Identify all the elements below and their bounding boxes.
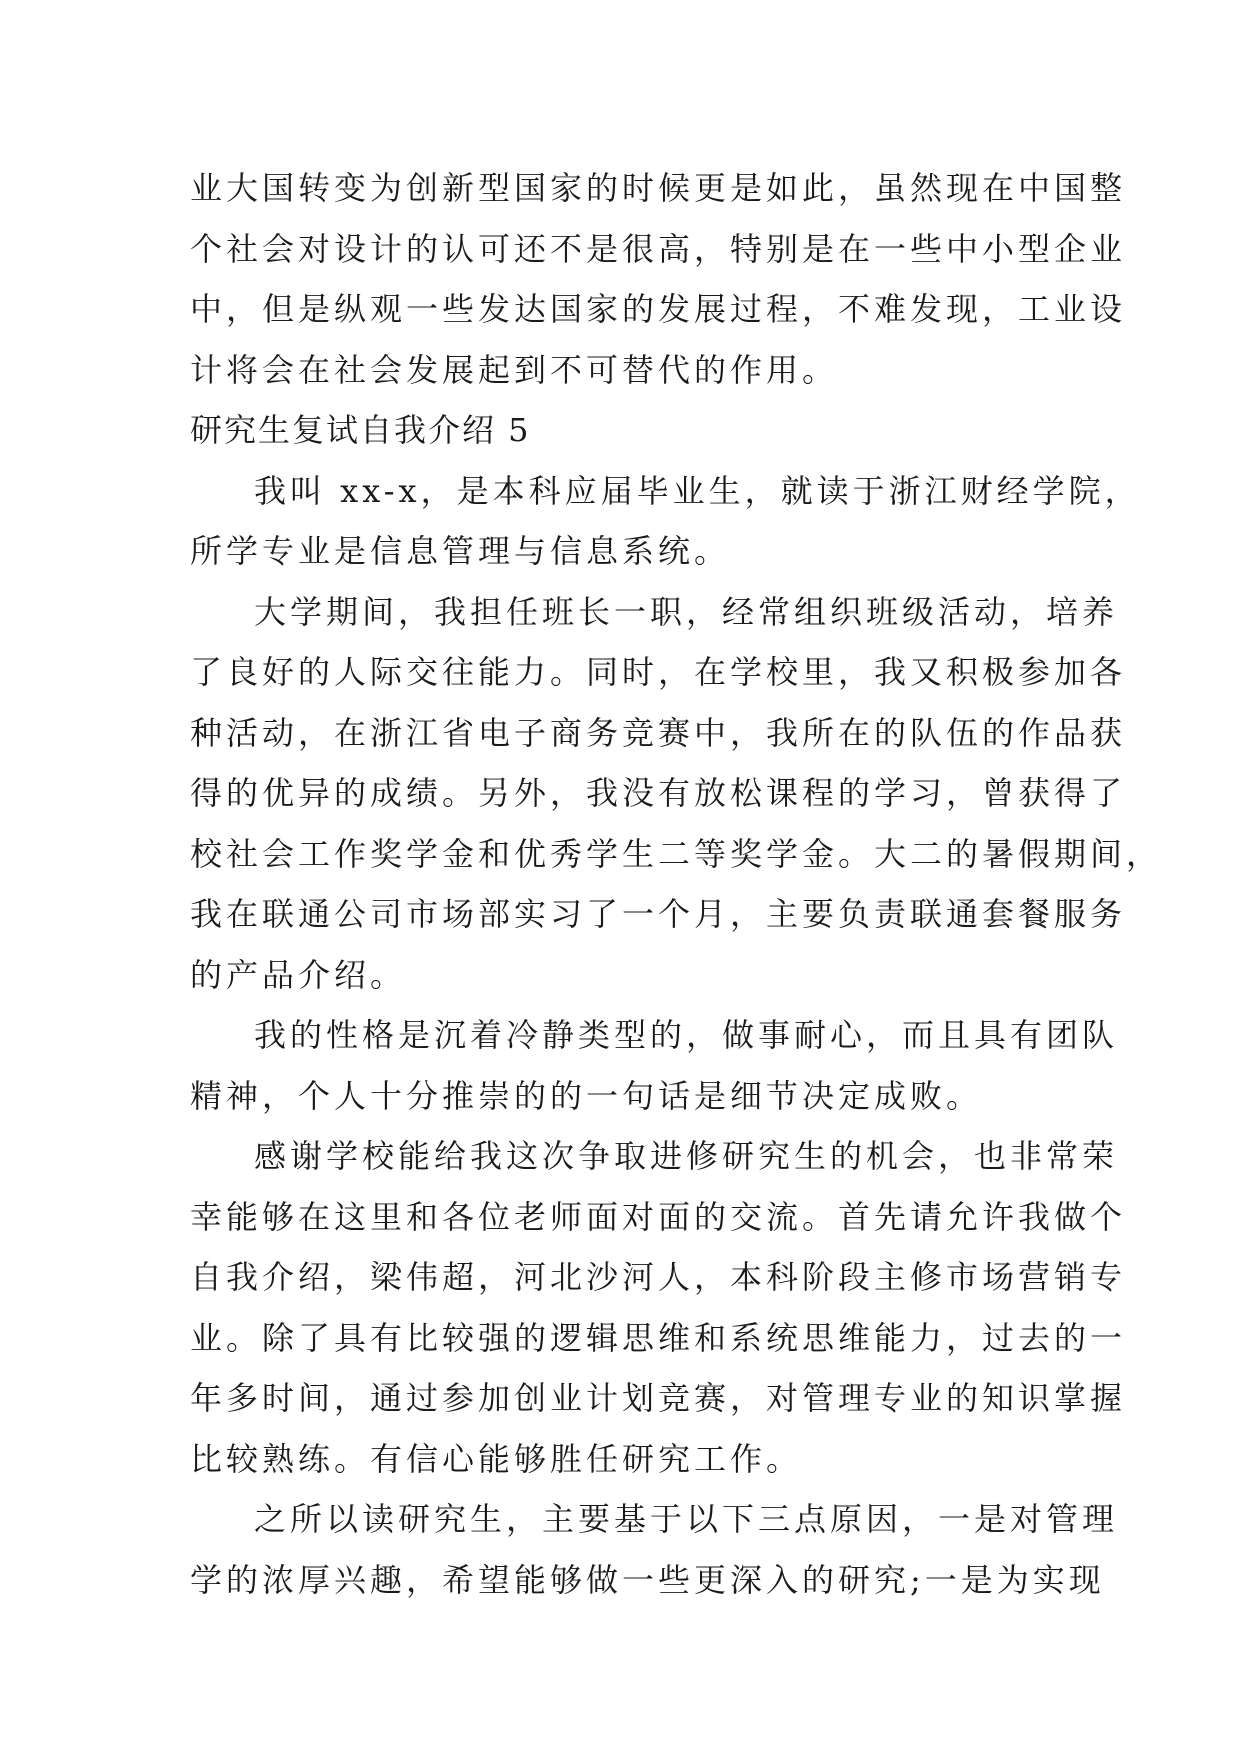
text-line: 之所以读研究生，主要基于以下三点原因，一是对管理: [254, 1500, 1119, 1538]
text-line: 业大国转变为创新型国家的时候更是如此，虽然现在中国整: [190, 169, 1127, 207]
text-line: 种活动，在浙江省电子商务竞赛中，我所在的队伍的作品获: [190, 713, 1127, 752]
text-line: 个社会对设计的认可还不是很高，特别是在一些中小型企业: [190, 229, 1127, 268]
text-line: 学的浓厚兴趣，希望能够做一些更深入的研究;一是为实现: [190, 1560, 1105, 1599]
text-line: 自我介绍，梁伟超，河北沙河人，本科阶段主修市场营销专: [190, 1258, 1127, 1296]
text-line: 得的优异的成绩。另外，我没有放松课程的学习，曾获得了: [190, 774, 1127, 812]
text-line: 我在联通公司市场部实习了一个月，主要负责联通套餐服务: [190, 895, 1127, 933]
text-line: 计将会在社会发展起到不可替代的作用。: [190, 350, 839, 389]
text-line: 中，但是纵观一些发达国家的发展过程，不难发现，工业设: [190, 290, 1127, 328]
text-line: 精神，个人十分推崇的的一句话是细节决定成败。: [190, 1076, 983, 1115]
text-line: 了良好的人际交往能力。同时，在学校里，我又积极参加各: [190, 653, 1127, 691]
text-line: 我的性格是沉着冷静类型的，做事耐心，而且具有团队: [254, 1016, 1119, 1054]
text-line: 校社会工作奖学金和优秀学生二等奖学金。大二的暑假期间，: [190, 834, 1163, 873]
text-line: 感谢学校能给我这次争取进修研究生的机会，也非常荣: [254, 1137, 1119, 1175]
text-line: 大学期间，我担任班长一职，经常组织班级活动，培养: [254, 592, 1119, 631]
text-line: 的产品介绍。: [190, 955, 407, 994]
text-line: 所学专业是信息管理与信息系统。: [190, 532, 731, 570]
section-heading: 研究生复试自我介绍 5: [190, 411, 531, 449]
text-line: 我叫 xx-x，是本科应届毕业生，就读于浙江财经学院，: [254, 471, 1141, 510]
document-body: [190, 158, 1163, 1610]
text-line: 年多时间，通过参加创业计划竞赛，对管理专业的知识掌握: [190, 1379, 1127, 1417]
text-line: 比较熟练。有信心能够胜任研究工作。: [190, 1439, 803, 1478]
text-line: 业。除了具有比较强的逻辑思维和系统思维能力，过去的一: [190, 1318, 1127, 1357]
text-line: 幸能够在这里和各位老师面对面的交流。首先请允许我做个: [190, 1197, 1127, 1236]
